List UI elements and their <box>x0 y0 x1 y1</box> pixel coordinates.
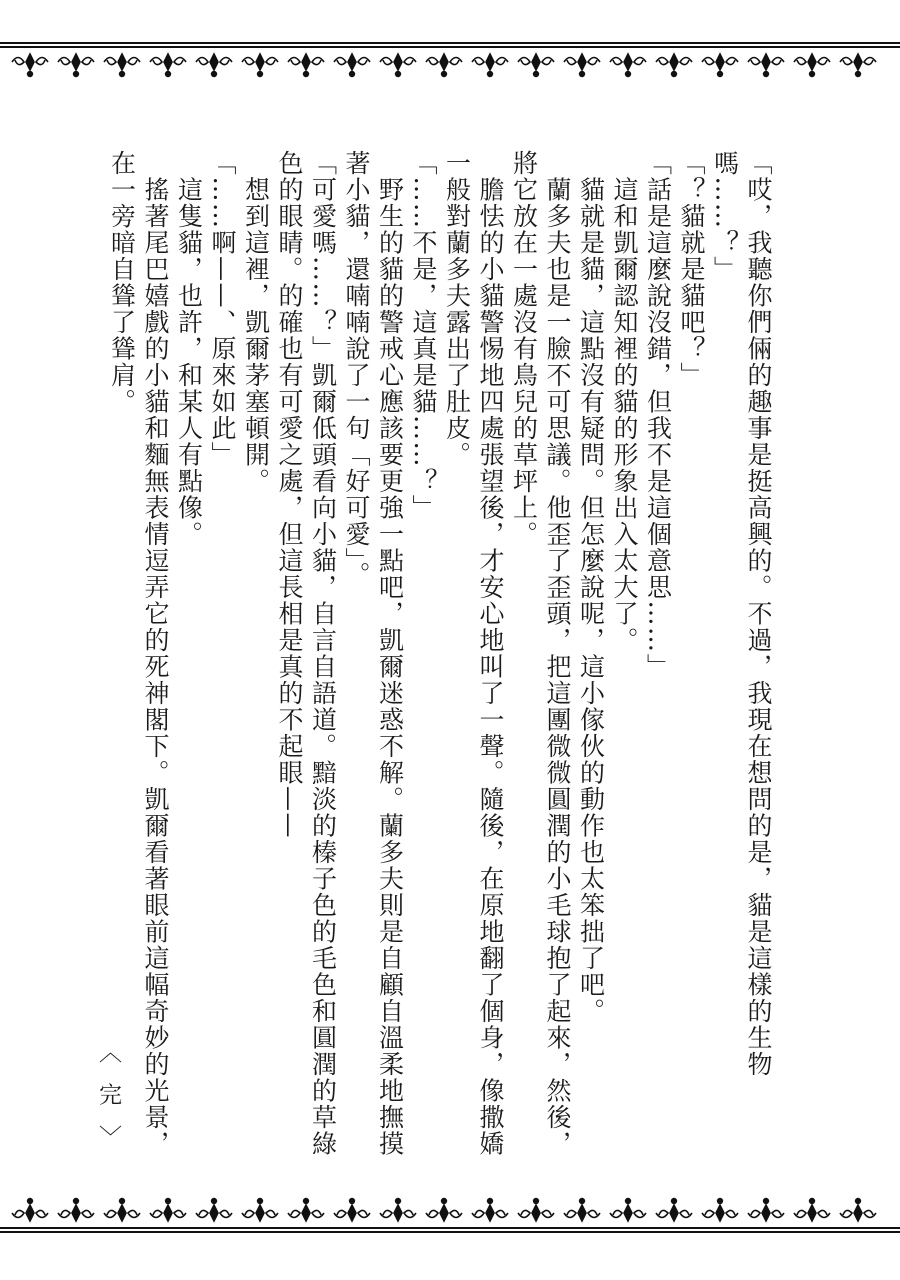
paragraph-2: 「？貓就是貓吧？」 <box>677 150 706 389</box>
paragraph-1: 「哎，我聽你們倆的趣事是挺高興的。不過，我現在想問的是，貓是這樣的生物嗎……？」 <box>710 150 773 1078</box>
paragraph-8: 「……不是，這真是貓……？」 <box>409 150 438 521</box>
paragraph-14: 搖著尾巴嬉戲的小貓和麵無表情逗弄它的死神閣下。凱爾看著眼前這幅奇妙的光景，在一旁暗自聳了聳肩。 <box>107 150 170 1157</box>
ending-mark: 〈 完 〉 <box>95 1040 121 1154</box>
paragraph-3: 「話是這麼說沒錯，但我不是這個意思……」 <box>643 150 673 680</box>
top-ornamental-border <box>0 40 900 80</box>
paragraph-6: 蘭多夫也是一臉不可思議。他歪了歪頭，把這團微微圓潤的小毛球抱了起來，然後，將它放在一處沒有鳥兒的草坪上。 <box>509 150 572 1157</box>
paragraph-7: 膽怯的小貓警惕地四處張望後，才安心地叫了一聲。隨後，在原地翻了個身，像撒嬌一般對蘭多夫露出了肚皮。 <box>442 150 505 1157</box>
paragraph-4: 這和凱爾認知裡的貓的形象出入太大了。 <box>610 150 639 654</box>
paragraph-12: 「……啊——、原來如此」 <box>208 150 237 468</box>
bottom-ornamental-border <box>0 1195 900 1235</box>
paragraph-13: 這隻貓，也許，和某人有點像。 <box>174 150 204 548</box>
paragraph-9: 野生的貓的警戒心應該要更強一點吧，凱爾迷惑不解。蘭多夫則是自顧自溫柔地撫摸著小貓，還喃喃說了一句「好可愛」。 <box>342 150 405 1157</box>
paragraph-11: 想到這裡，凱爾茅塞頓開。 <box>241 150 271 495</box>
story-text <box>105 150 775 1160</box>
paragraph-10: 「可愛嗎……？」凱爾低頭看向小貓，自言自語道。黯淡的榛子色的毛色和圓潤的草綠色的眼睛。的確也有可愛之處，但這長相是真的不起眼—— <box>275 150 338 1157</box>
paragraph-5: 貓就是貓，這點沒有疑問。但怎麼說呢，這小傢伙的動作也太笨拙了吧。 <box>576 150 606 1025</box>
